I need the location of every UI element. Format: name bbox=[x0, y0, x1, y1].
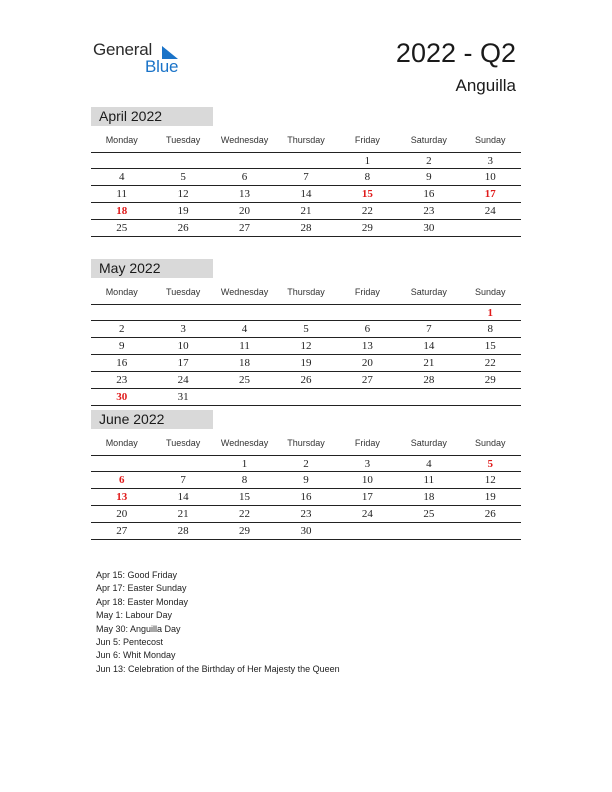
day-cell: 18 bbox=[423, 491, 435, 503]
day-cell: 12 bbox=[177, 188, 189, 200]
day-cell: 17 bbox=[177, 357, 189, 369]
holiday-day-cell: 18 bbox=[116, 205, 128, 217]
day-cell: 23 bbox=[300, 508, 312, 520]
weekday-label: Saturday bbox=[410, 438, 447, 448]
day-cell: 1 bbox=[241, 458, 248, 470]
day-cell: 11 bbox=[423, 474, 435, 486]
day-cell: 28 bbox=[423, 374, 435, 386]
day-cell: 16 bbox=[423, 188, 435, 200]
weekday-label: Sunday bbox=[474, 438, 506, 448]
day-cell: 2 bbox=[303, 458, 309, 470]
day-cell: 5 bbox=[180, 171, 186, 183]
weekday-label: Wednesday bbox=[220, 287, 269, 297]
day-cell: 19 bbox=[177, 205, 189, 217]
month-title: April 2022 bbox=[91, 107, 213, 126]
holiday-note: Apr 17: Easter Sunday bbox=[96, 583, 187, 594]
logo-text-general: General bbox=[93, 40, 153, 59]
week-row bbox=[91, 321, 521, 338]
day-cell: 24 bbox=[177, 374, 189, 386]
day-cell: 29 bbox=[484, 374, 496, 386]
weekday-label: Friday bbox=[354, 438, 380, 448]
day-cell bbox=[275, 153, 336, 168]
day-cell: 28 bbox=[300, 222, 312, 234]
day-cell: 29 bbox=[239, 525, 251, 537]
day-cell: 27 bbox=[361, 374, 373, 386]
week-row bbox=[91, 472, 521, 489]
day-cell: 4 bbox=[241, 323, 248, 335]
day-cell bbox=[91, 456, 152, 471]
weekday-header bbox=[91, 280, 521, 304]
week-row bbox=[91, 455, 521, 472]
day-cell: 29 bbox=[361, 222, 373, 234]
day-cell: 25 bbox=[239, 374, 251, 386]
weekday-label: Friday bbox=[354, 287, 380, 297]
day-cell: 3 bbox=[364, 458, 371, 470]
day-cell: 17 bbox=[361, 491, 373, 503]
day-cell: 26 bbox=[300, 374, 312, 386]
holiday-note: Apr 15: Good Friday bbox=[96, 570, 178, 580]
week-row bbox=[91, 372, 521, 389]
day-cell: 9 bbox=[303, 474, 309, 486]
day-cell bbox=[460, 220, 521, 236]
weekday-label: Monday bbox=[105, 135, 138, 145]
day-cell bbox=[460, 389, 521, 405]
day-cell: 23 bbox=[116, 374, 128, 386]
day-cell: 19 bbox=[484, 491, 496, 503]
weekday-label: Tuesday bbox=[166, 287, 201, 297]
day-cell: 7 bbox=[180, 474, 186, 486]
day-cell: 10 bbox=[361, 474, 373, 486]
weekday-label: Wednesday bbox=[220, 438, 269, 448]
day-cell: 20 bbox=[116, 508, 128, 520]
day-cell: 12 bbox=[484, 474, 496, 486]
holiday-note: May 1: Labour Day bbox=[96, 610, 173, 621]
day-cell bbox=[460, 523, 521, 539]
generalblue-logo bbox=[93, 40, 193, 80]
day-cell: 14 bbox=[423, 340, 435, 352]
day-cell: 5 bbox=[303, 323, 309, 335]
month-april bbox=[91, 107, 521, 237]
day-cell: 22 bbox=[361, 205, 373, 217]
day-cell: 8 bbox=[241, 474, 248, 486]
week-row bbox=[91, 186, 521, 203]
week-row bbox=[91, 338, 521, 355]
day-cell: 27 bbox=[116, 525, 128, 537]
day-cell: 20 bbox=[239, 205, 251, 217]
day-cell: 30 bbox=[423, 222, 435, 234]
day-cell: 20 bbox=[361, 357, 373, 369]
weekday-label: Wednesday bbox=[220, 135, 269, 145]
holiday-day-cell: 15 bbox=[361, 188, 373, 200]
day-cell: 9 bbox=[426, 171, 432, 183]
day-cell bbox=[214, 153, 275, 168]
weekday-header bbox=[91, 431, 521, 455]
holiday-notes bbox=[96, 569, 340, 676]
day-cell: 10 bbox=[484, 171, 496, 183]
day-cell bbox=[91, 305, 152, 320]
day-cell: 27 bbox=[239, 222, 251, 234]
day-cell bbox=[337, 389, 398, 405]
day-cell: 16 bbox=[300, 491, 312, 503]
page-title: 2022 - Q2 bbox=[395, 38, 516, 68]
day-cell bbox=[398, 389, 459, 405]
day-cell: 25 bbox=[116, 222, 128, 234]
day-cell: 2 bbox=[426, 155, 432, 167]
weekday-label: Saturday bbox=[410, 287, 447, 297]
month-may bbox=[91, 259, 521, 406]
weekday-label: Tuesday bbox=[166, 438, 201, 448]
day-cell: 15 bbox=[484, 340, 496, 352]
day-cell: 21 bbox=[300, 205, 312, 217]
day-cell: 28 bbox=[177, 525, 189, 537]
holiday-day-cell: 5 bbox=[487, 458, 493, 470]
day-cell: 19 bbox=[300, 357, 312, 369]
logo-text-blue: Blue bbox=[145, 57, 179, 76]
day-cell: 13 bbox=[361, 340, 373, 352]
weekday-label: Monday bbox=[105, 438, 138, 448]
day-cell: 3 bbox=[487, 155, 493, 167]
day-cell: 14 bbox=[300, 188, 312, 200]
day-cell bbox=[398, 305, 459, 320]
week-row bbox=[91, 169, 521, 186]
week-row bbox=[91, 523, 521, 540]
week-row bbox=[91, 203, 521, 220]
holiday-day-cell: 6 bbox=[118, 474, 125, 486]
holiday-day-cell: 1 bbox=[487, 307, 493, 319]
day-cell bbox=[152, 153, 213, 168]
month-june bbox=[91, 410, 521, 540]
holiday-note: Jun 5: Pentecost bbox=[96, 637, 164, 648]
day-cell: 7 bbox=[303, 171, 309, 183]
weekday-label: Thursday bbox=[287, 287, 325, 297]
day-cell bbox=[275, 305, 336, 320]
day-cell: 24 bbox=[484, 205, 496, 217]
weekday-label: Thursday bbox=[287, 135, 325, 145]
day-cell: 9 bbox=[118, 340, 125, 352]
weekday-label: Monday bbox=[105, 287, 138, 297]
day-cell: 18 bbox=[239, 357, 251, 369]
week-row bbox=[91, 389, 521, 406]
day-cell bbox=[214, 389, 275, 405]
week-row bbox=[91, 304, 521, 321]
week-row bbox=[91, 489, 521, 506]
day-cell: 6 bbox=[364, 323, 371, 335]
day-cell bbox=[152, 456, 213, 471]
day-cell: 7 bbox=[426, 323, 432, 335]
day-cell: 22 bbox=[239, 508, 251, 520]
holiday-note: May 30: Anguilla Day bbox=[96, 623, 181, 634]
day-cell: 12 bbox=[300, 340, 312, 352]
holiday-day-cell: 30 bbox=[116, 391, 128, 403]
day-cell: 4 bbox=[118, 171, 125, 183]
day-cell: 21 bbox=[177, 508, 189, 520]
holiday-note: Jun 13: Celebration of the Birthday of Her Majesty the Queen bbox=[96, 663, 340, 674]
day-cell bbox=[337, 523, 398, 539]
day-cell bbox=[398, 523, 459, 539]
day-cell bbox=[152, 305, 213, 320]
day-cell: 2 bbox=[118, 323, 125, 335]
region-name: Anguilla bbox=[455, 76, 516, 95]
month-title: May 2022 bbox=[91, 259, 213, 278]
day-cell: 1 bbox=[364, 155, 371, 167]
weekday-label: Tuesday bbox=[166, 135, 201, 145]
day-cell: 30 bbox=[300, 525, 312, 537]
weekday-label: Thursday bbox=[287, 438, 325, 448]
day-cell: 8 bbox=[364, 171, 371, 183]
day-cell: 6 bbox=[241, 171, 248, 183]
day-cell: 26 bbox=[177, 222, 189, 234]
day-cell: 8 bbox=[487, 323, 493, 335]
weekday-label: Sunday bbox=[474, 287, 506, 297]
day-cell bbox=[275, 389, 336, 405]
holiday-day-cell: 17 bbox=[484, 188, 496, 200]
week-row bbox=[91, 355, 521, 372]
weekday-label: Friday bbox=[354, 135, 380, 145]
day-cell: 11 bbox=[239, 340, 250, 352]
week-row bbox=[91, 152, 521, 169]
day-cell: 14 bbox=[177, 491, 189, 503]
day-cell: 16 bbox=[116, 357, 128, 369]
day-cell: 3 bbox=[180, 323, 186, 335]
weekday-label: Sunday bbox=[474, 135, 506, 145]
day-cell: 11 bbox=[116, 188, 127, 200]
weekday-label: Saturday bbox=[410, 135, 447, 145]
day-cell bbox=[91, 153, 152, 168]
holiday-note: Jun 6: Whit Monday bbox=[96, 650, 176, 661]
month-title: June 2022 bbox=[91, 410, 213, 429]
day-cell: 25 bbox=[423, 508, 435, 520]
day-cell: 23 bbox=[423, 205, 435, 217]
holiday-note: Apr 18: Easter Monday bbox=[96, 596, 189, 607]
weekday-header bbox=[91, 128, 521, 152]
week-row bbox=[91, 220, 521, 237]
day-cell: 24 bbox=[361, 508, 373, 520]
day-cell: 31 bbox=[177, 391, 189, 403]
day-cell: 21 bbox=[423, 357, 435, 369]
day-cell: 26 bbox=[484, 508, 496, 520]
day-cell: 22 bbox=[484, 357, 496, 369]
day-cell: 10 bbox=[177, 340, 189, 352]
week-row bbox=[91, 506, 521, 523]
day-cell: 15 bbox=[239, 491, 251, 503]
day-cell: 4 bbox=[426, 458, 432, 470]
holiday-day-cell: 13 bbox=[116, 491, 128, 503]
day-cell bbox=[214, 305, 275, 320]
day-cell: 13 bbox=[239, 188, 251, 200]
day-cell bbox=[337, 305, 398, 320]
